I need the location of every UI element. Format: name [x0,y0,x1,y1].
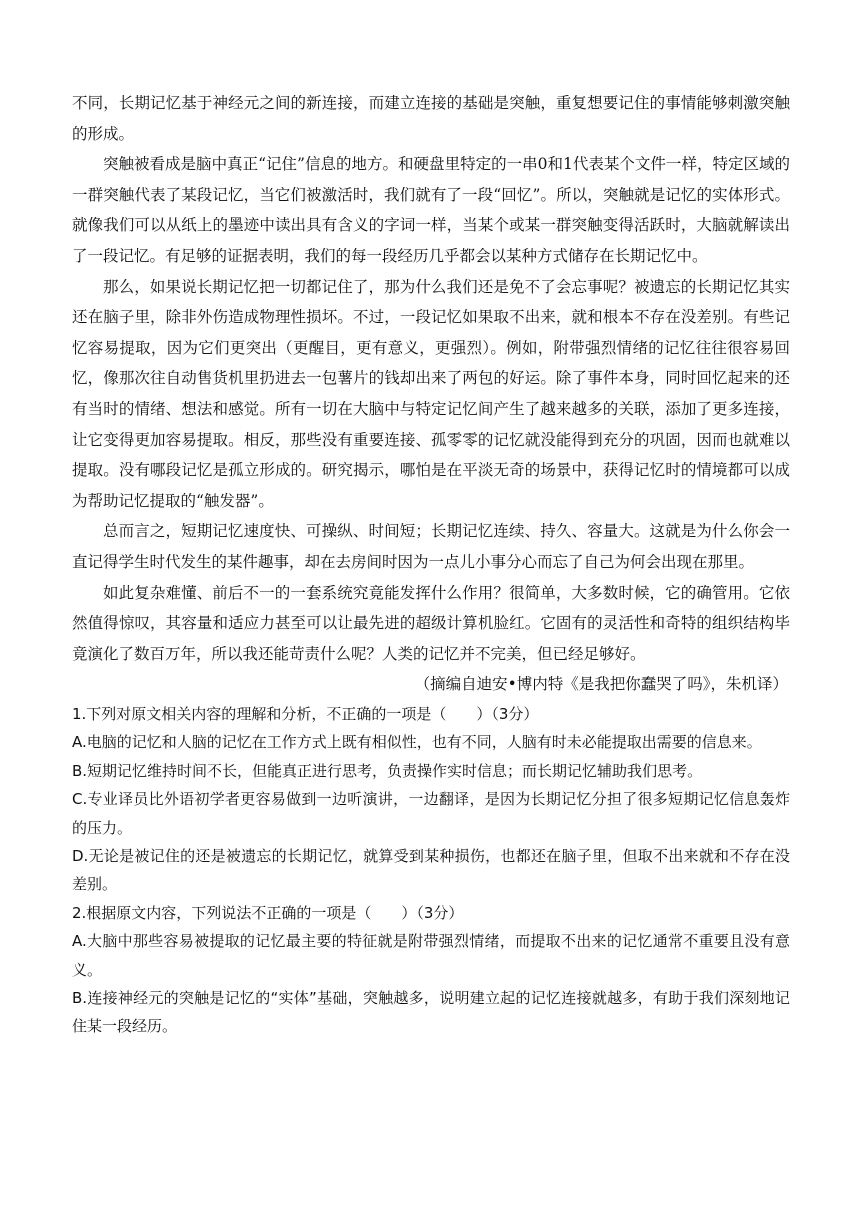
article-paragraph-1: 不同，长期记忆基于神经元之间的新连接，而建立连接的基础是突触，重复想要记住的事情能够刺激突触的形成。 [72,94,790,143]
document-page [72,88,790,1041]
question-2 [72,899,790,1041]
question-1-option-d: D.无论是被记住的还是被遗忘的长期记忆，就算受到某种损伤，也都还在脑子里，但取不出来就和不存在没差别。 [72,846,790,894]
question-1-option-c: C.专业译员比外语初学者更容易做到一边听演讲，一边翻译，是因为长期记忆分担了很多短期记忆信息轰炸的压力。 [72,790,790,837]
article-paragraph-4: 总而言之，短期记忆速度快、可操纵、时间短；长期记忆连续、持久、容量大。这就是为什么你会一直记得学生时代发生的某件趣事，却在去房间时因为一点儿小事分心而忘了自己为何会出现在那里。 [72,522,790,571]
question-2-option-b: B.连接神经元的突触是记忆的“实体”基础，突触越多，说明建立起的记忆连接就越多，有助于我们深刻地记住某一段经历。 [72,988,790,1036]
article-source: （摘编自迪安•博内特《是我把你蠢哭了吗》，朱机译） [414,675,788,694]
question-1 [72,700,790,899]
article-paragraph-2: 突触被看成是脑中真正“记住”信息的地方。和硬盘里特定的一串0和1代表某个文件一样，特定区域的一群突触代表了某段记忆，当它们被激活时，我们就有了一段“回忆”。所以，突触就是记忆的实体形式。就像我们可以从纸上的墨迹中读出具有含义的字词一样，当某个或某一群突触变得活跃时，大脑就解读出了一段记忆。有足够的证据表明，我们的每一段经历几乎都会以某种方式储存在长期记忆中。 [72,155,790,265]
question-1-stem: 1.下列对原文相关内容的理解和分析，不正确的一项是（ ）（3分） [72,704,539,723]
question-2-stem: 2.根据原文内容，下列说法不正确的一项是（ ）（3分） [72,903,464,922]
question-1-option-a: A.电脑的记忆和人脑的记忆在工作方式上既有相似性，也有不同，人脑有时未必能提取出需要的信息来。 [72,733,762,752]
question-1-option-b: B.短期记忆维持时间不长，但能真正进行思考，负责操作实时信息；而长期记忆辅助我们思考。 [72,761,703,780]
article-paragraph-5: 如此复杂难懂、前后不一的一套系统究竟能发挥什么作用？很简单，大多数时候，它的确管用。它依然值得惊叹，其容量和适应力甚至可以让最先进的超级计算机脸红。它固有的灵活性和奇特的组织结构毕竟演化了数百万年，所以我还能苛责什么呢？人类的记忆并不完美，但已经足够好。 [72,583,790,663]
question-2-option-a: A.大脑中那些容易被提取的记忆最主要的特征就是附带强烈情绪，而提取不出来的记忆通常不重要且没有意义。 [72,932,790,979]
article-paragraph-3: 那么，如果说长期记忆把一切都记住了，那为什么我们还是免不了会忘事呢？被遗忘的长期记忆其实还在脑子里，除非外伤造成物理性损坏。不过，一段记忆如果取不出来，就和根本不存在没差别。有些记忆容易提取，因为它们更突出（更醒目，更有意义，更强烈）。例如，附带强烈情绪的记忆往往很容易回忆，像那次往自动售货机里扔进去一包薯片的钱却出来了两包的好运。除了事件本身，同时回忆起来的还有当时的情绪、想法和感觉。所有一切在大脑中与特定记忆间产生了越来越多的关联，添加了更多连接，让它变得更加容易提取。相反，那些没有重要连接、孤零零的记忆就没能得到充分的巩固，因而也就难以提取。没有哪段记忆是孤立形成的。研究揭示，哪怕是在平淡无奇的场景中，获得记忆时的情境都可以成为帮助记忆提取的“触发器”。 [72,277,790,510]
